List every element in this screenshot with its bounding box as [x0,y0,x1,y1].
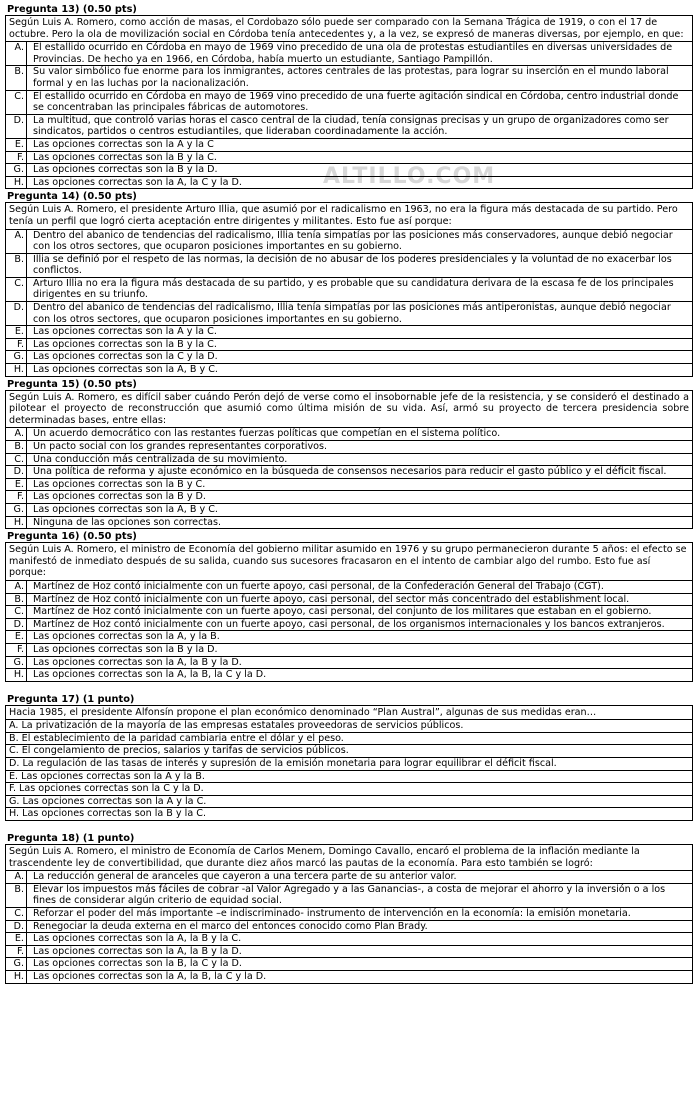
option-row [6,363,692,376]
option-text: Las opciones correctas son la B y D. [33,491,206,503]
option-text: Las opciones correctas son la B y la C. [33,338,217,350]
option-letter: C. [6,908,27,920]
option-row [6,720,692,732]
option-letter: D. [6,466,27,478]
question-title: Pregunta 15) (0.50 pts) [7,378,137,390]
option-row [6,957,692,970]
options-list [6,720,692,820]
option-row [6,230,692,253]
option-text: Las opciones correctas son la C y la D. [19,783,204,795]
question-box [5,390,693,530]
option-row [6,668,692,681]
option-row [6,920,692,933]
option-row [6,907,692,920]
option-text: Las opciones correctas son la B y la D. [33,643,218,655]
option-letter: E. [6,631,27,643]
question-16 [5,531,693,682]
option-letter: B. [6,884,27,907]
option-letter: D. [9,758,20,770]
option-text: El congelamiento de precios, salarios y tarifas de servicios públicos. [21,745,349,757]
question-box [5,202,693,376]
option-text: Las opciones correctas son la A, la B y la C. [33,933,242,945]
option-row [6,932,692,945]
option-row [6,605,692,618]
question-stem: Según Luis A. Romero, el presidente Arturo Illia, que asumió por el radicalismo en 1963, no era la figura más destacada de su partido. Pero tenía un perfil que logró cierta aceptación entre dirigentes y militantes. Esto fue así porque: [6,203,692,229]
question-stem: Hacia 1985, el presidente Alfonsín propone el plan económico denominado “Plan Austral”, algunas de sus medidas eran… [6,706,692,721]
option-row [6,163,692,176]
option-text: Las opciones correctas son la B y C. [33,478,206,490]
option-text: Las opciones correctas son la A, la B y la D. [33,656,242,668]
option-text: Las opciones correctas son la A y la C. [22,795,207,807]
question-stem: Según Luis A. Romero, como acción de masas, el Cordobazo sólo puede ser comparado con la Semana Trágica de 1919, o con el 17 de octubre. Pero la ola de movilización social en Córdoba tenía antecedentes y, a la vez, se expresó de maneras diversas, por ejemplo, en que: [6,16,692,42]
option-row [6,138,692,151]
option-row [6,770,692,783]
option-letter: C. [9,745,19,757]
option-row [6,656,692,669]
option-letter: G. [6,958,27,970]
option-letter: G. [9,795,20,807]
option-row [6,65,692,89]
option-row [6,593,692,606]
option-text: Las opciones correctas son la C y la D. [33,351,218,363]
option-letter: A. [6,581,27,593]
option-text: Las opciones correctas son la B, la C y la D. [33,958,242,970]
option-letter: A. [6,428,27,440]
question-title: Pregunta 17) (1 punto) [7,693,135,705]
option-text: Las opciones correctas son la B y la D. [33,164,218,176]
option-row [6,478,692,491]
option-text: Las opciones correctas son la A y la C [33,138,214,150]
question-title: Pregunta 13) (0.50 pts) [7,4,137,15]
option-letter: C. [6,454,27,466]
option-text: Las opciones correctas son la A, y la B. [33,631,220,643]
option-letter: G. [6,657,27,669]
option-text: Una política de reforma y ajuste económico en la búsqueda de consensos necesarios para reducir el gasto público y el déficit fiscal. [33,466,667,478]
option-row [6,871,692,883]
option-text: Las opciones correctas son la A y la B. [21,770,205,782]
option-text: Martínez de Hoz contó inicialmente con un fuerte apoyo, casi personal, del sector más concentrado del establishment local. [33,593,630,605]
option-row [6,350,692,363]
option-row [6,945,692,958]
option-letter: D. [6,619,27,631]
option-row [6,277,692,301]
option-row [6,253,692,277]
option-row [6,440,692,453]
option-letter: A. [6,230,27,253]
option-letter: H. [9,808,20,820]
option-text: La multitud, que controló varias horas el casco central de la ciudad, tenía consignas precisas y un grupo de organizadores como ser sindicatos, partidos o centros estudiantiles, que lideraban coordinadamente la acción. [33,114,669,138]
question-14 [5,191,693,376]
option-text: La reducción general de aranceles que cayeron a una tercera parte de su anterior valor. [33,871,457,883]
option-letter: A. [6,871,27,883]
option-letter: C. [6,278,27,301]
options-list [6,428,692,528]
question-15 [5,379,693,530]
option-text: Ninguna de las opciones son correctas. [33,516,222,528]
option-letter: C. [6,606,27,618]
option-text: Reforzar el poder del más importante –e indiscriminado- instrumento de intervención en la economía: la emisión monetaria. [33,908,631,919]
option-letter: E. [6,479,27,491]
option-text: El estallido ocurrido en Córdoba en mayo de 1969 vino precedido de una ola de protestas estudiantiles en diversas universidades de Provincias. De hecho ya en 1966, en Córdoba, había muerto un estudiante, Santiago Pampillón. [33,42,673,65]
question-18 [5,833,693,984]
option-row [6,151,692,164]
option-text: Las opciones correctas son la A, B y C. [33,364,218,376]
option-row [6,114,692,138]
option-row [6,618,692,631]
option-row [6,807,692,820]
option-letter: F. [6,491,27,503]
option-text: Un pacto social con los grandes representantes corporativos. [33,441,328,452]
option-text: El estallido ocurrido en Córdoba en mayo de 1969 vino precedido de una fuerte agitación sindical en Córdoba, centro industrial donde se concentraban las principales fábricas de automotores. [33,90,679,114]
option-letter: H. [6,177,27,189]
question-box [5,15,693,189]
option-row [6,465,692,478]
option-row [6,795,692,808]
question-box [5,705,693,821]
question-stem: Según Luis A. Romero, el ministro de Economía de Carlos Menem, Domingo Cavallo, encaró el problema de la inflación mediante la trascendente ley de convertibilidad, que durante diez años marcó las pautas de la economía. Para esto también se logró: [6,845,692,871]
option-letter: G. [6,351,27,363]
option-text: Dentro del abanico de tendencias del radicalismo, Illia tenía simpatías por las posiciones más conservadores, aunque debió negociar con los otros sectores, que ocuparon posiciones importantes en su gobierno. [33,229,673,253]
option-row [6,782,692,795]
option-row [6,757,692,770]
option-text: La regulación de las tasas de interés y supresión de la emisión monetaria para lograr equilibrar el déficit fiscal. [22,758,557,770]
question-stem: Según Luis A. Romero, el ministro de Economía del gobierno militar asumido en 1976 y su grupo permanecieron durante 5 años: el efecto se manifestó de inmediato después de su salida, cuando sus sucesores fracasaron en el intento de cambiar algo del rumbo. Esto fue así porque: [6,543,692,581]
option-letter: D. [6,921,27,933]
question-stem: Según Luis A. Romero, es difícil saber cuándo Perón dejó de verse como el insobornable jefe de la resistencia, y se consideró el destinado a pilotear el proyecto de reconstrucción que asumió como última misión de su vida. Así, armó su proyecto de tercera presidencia sobre determinadas bases, entre ellas: [6,391,692,429]
watermark: ALTILLO.COM [323,164,496,189]
option-letter: F. [6,946,27,958]
option-letter: G. [6,164,27,176]
options-list [6,871,692,982]
option-text: Un acuerdo democrático con las restantes fuerzas políticas que competían en el sistema político. [33,428,501,440]
option-letter: C. [6,91,27,114]
option-text: Las opciones correctas son la A, la C y la D. [33,176,242,188]
option-text: Las opciones correctas son la A, B y C. [33,503,218,515]
question-box [5,542,693,682]
question-title: Pregunta 14) (0.50 pts) [7,191,137,203]
option-letter: E. [6,933,27,945]
option-letter: A. [6,42,27,65]
option-row [6,325,692,338]
option-text: Martínez de Hoz contó inicialmente con un fuerte apoyo, casi personal, de los organismos internacionales y los bancos extranjeros. [33,618,665,630]
option-row [6,516,692,529]
option-letter: H. [6,517,27,529]
option-row [6,630,692,643]
option-text: Martínez de Hoz contó inicialmente con un fuerte apoyo, casi personal, del conjunto de los militares que estaban en el gobierno. [33,606,652,618]
option-letter: G. [6,504,27,516]
option-text: Renegociar la deuda externa en el marco del entonces conocido como Plan Brady. [33,920,428,932]
option-letter: E. [9,770,19,782]
option-row [6,338,692,351]
option-row [6,90,692,114]
options-list [6,42,692,188]
options-list [6,581,692,681]
option-letter: B. [6,254,27,277]
option-letter: B. [9,732,19,744]
options-list [6,230,692,376]
option-row [6,453,692,466]
option-text: Illia se definió por el respeto de las normas, la decisión de no abusar de los poderes presidenciales y la voluntad de no exacerbar los conflictos. [33,253,672,277]
option-letter: H. [6,669,27,681]
option-letter: E. [6,326,27,338]
spacer [5,684,693,694]
option-text: Una conducción más centralizada de su movimiento. [33,453,288,465]
option-row [6,643,692,656]
option-row [6,503,692,516]
question-title: Pregunta 16) (0.50 pts) [7,531,137,543]
option-text: Elevar los impuestos más fáciles de cobrar -al Valor Agregado y a las Ganancias-, a costa de mejorar el ahorro y la inversión o a los fines de considerar algún criterio de equidad social. [33,883,666,907]
option-letter: B. [6,66,27,89]
option-letter: F. [6,339,27,351]
option-letter: F. [6,644,27,656]
question-title: Pregunta 18) (1 punto) [7,833,135,845]
option-row [6,301,692,325]
option-row [6,581,692,593]
option-row [6,428,692,440]
option-letter: E. [6,139,27,151]
option-letter: D. [6,302,27,325]
option-letter: A. [9,720,19,732]
question-box [5,844,693,984]
option-text: Dentro del abanico de tendencias del radicalismo, Illia tenía simpatías por las posiciones más antiperonistas, aunque debió negociar con los otros sectores, que ocuparon posiciones importantes en su gobierno. [33,302,671,325]
option-row [6,744,692,757]
option-letter: H. [6,971,27,983]
option-letter: B. [6,594,27,606]
option-text: Las opciones correctas son la A y la C. [33,326,217,338]
option-letter: D. [6,115,27,138]
option-text: Las opciones correctas son la A, la B, la C y la D. [33,970,267,982]
option-text: Las opciones correctas son la A, la B y la D. [33,945,242,957]
option-text: Arturo Illia no era la figura más destacada de su partido, y es probable que su candidatura derivara de la escasa fe de los principales dirigentes en su triunfo. [33,277,674,301]
option-text: El establecimiento de la paridad cambiaria entre el dólar y el peso. [21,732,344,744]
option-row [6,970,692,983]
option-letter: F. [9,783,17,795]
option-text: Las opciones correctas son la A, la B, la C y la D. [33,669,267,681]
option-letter: H. [6,364,27,376]
option-text: Martínez de Hoz contó inicialmente con un fuerte apoyo, casi personal, de la Confederación General del Trabajo (CGT). [33,580,604,592]
option-text: Las opciones correctas son la B y la C. [22,808,206,820]
option-text: Las opciones correctas son la B y la C. [33,151,217,163]
question-17 [5,694,693,821]
option-row [6,883,692,907]
option-text: Su valor simbólico fue enorme para los inmigrantes, actores centrales de las protestas, para lograr su inserción en el mundo laboral formal y en las luchas por la nacionalización. [33,66,669,89]
spacer [5,823,693,833]
option-letter: B. [6,441,27,453]
question-13 [5,4,693,189]
option-row [6,176,692,189]
option-row [6,732,692,745]
option-letter: F. [6,152,27,164]
option-row [6,42,692,65]
exam-page [5,4,693,986]
option-row [6,490,692,503]
option-text: La privatización de la mayoría de las empresas estatales proveedoras de servicios públicos. [21,720,464,732]
